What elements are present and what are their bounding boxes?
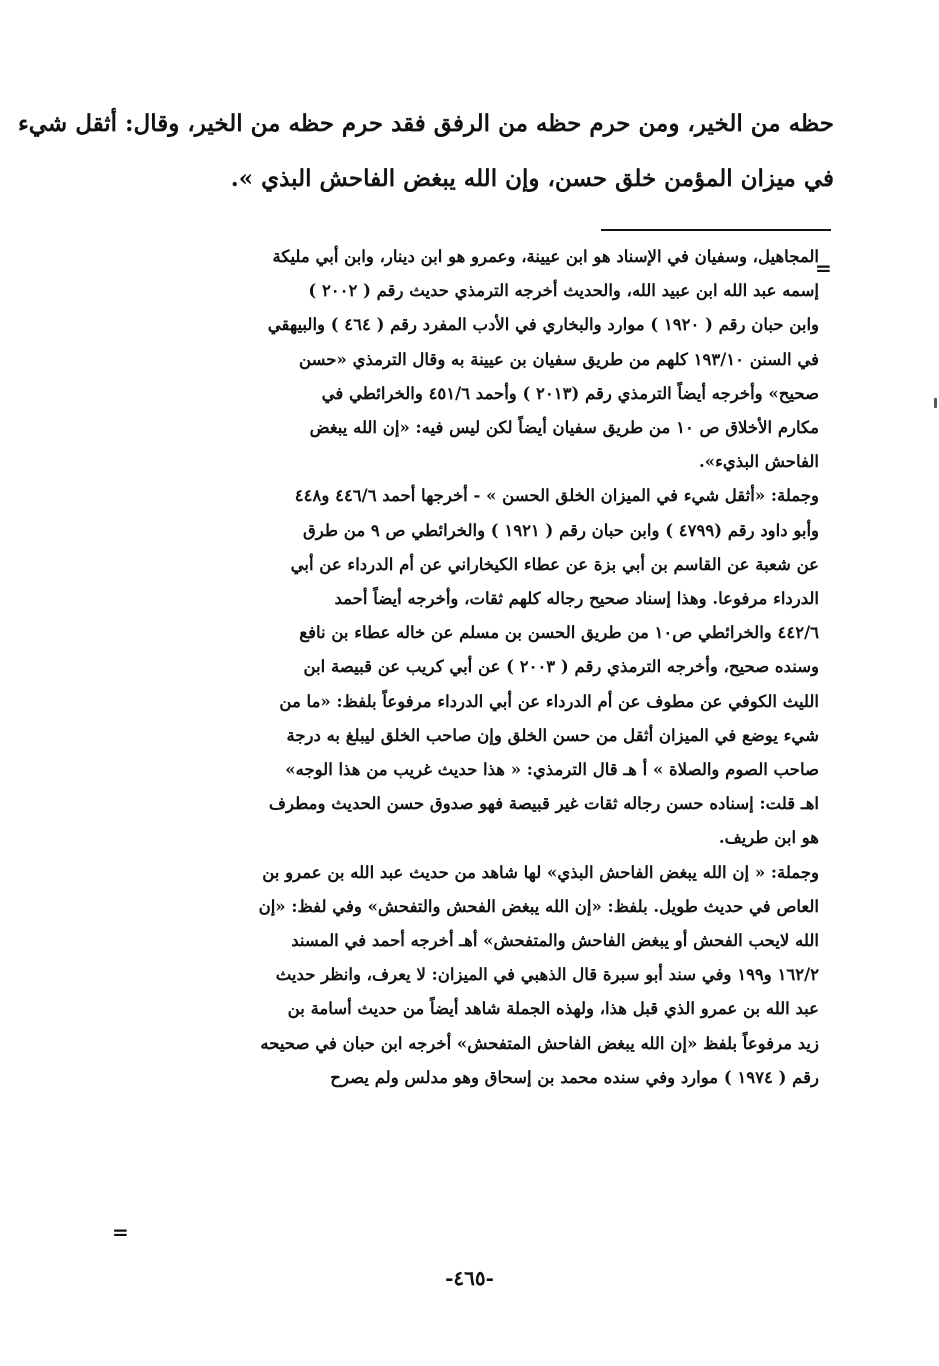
footnote-line: هو ابن طريف. xyxy=(718,828,819,848)
footnote-line: صحيح» وأخرجه أيضاً الترمذي رقم (٢٠١٣ ) وأحمد ٤٥١/٦ والخرائطي في xyxy=(321,383,819,403)
page-number: -٤٦٥- xyxy=(445,1266,494,1290)
footnote-line: الدرداء مرفوعا. وهذا إسناد صحيح رجاله كلهم ثقات، وأخرجه أيضاً أحمد xyxy=(334,589,819,609)
footnote-continuation-mark-bottom: = xyxy=(112,1220,129,1244)
footnote-line: إسمه عبد الله ابن عبيد الله، والحديث أخرجه الترمذي حديث رقم ( ٢٠٠٢ ) xyxy=(308,281,819,301)
footnote-line: شيء يوضع في الميزان أثقل من حسن الخلق وإن صاحب الخلق ليبلغ به درجة xyxy=(286,725,819,745)
footnote-line: المجاهيل، وسفيان في الإسناد هو ابن عيينة، وعمرو هو ابن دينار، وابن أبي مليكة xyxy=(272,247,819,266)
footnote-line: اهـ قلت: إسناده حسن رجاله ثقات غير قبيصة فهو صدوق حسن الحديث ومطرف xyxy=(268,794,819,814)
footnote-line: عبد الله بن عمرو الذي قبل هذا، ولهذه الجملة شاهد أيضاً من حديث أسامة بن xyxy=(287,999,819,1019)
footnote-block xyxy=(119,240,819,1095)
footnote-line: الليث الكوفي عن مطوف عن أم الدرداء عن أبي الدرداء مرفوعاً بلفظ: «ما من xyxy=(279,691,819,711)
scan-artifact xyxy=(934,398,937,408)
footnote-line: عن شعبة عن القاسم بن أبي بزة عن عطاء الكيخاراني عن أم الدرداء عن أبي xyxy=(290,554,819,574)
footnote-line: وجملة: «أثقل شيء في الميزان الخلق الحسن » - أخرجها أحمد ٤٤٦/٦ و٤٤٨ xyxy=(294,486,819,506)
footnote-line: الفاحش البذيء». xyxy=(699,452,819,472)
main-text-block xyxy=(17,96,834,206)
footnote-line: العاص في حديث طويل. بلفظ: «إن الله يبغض الفحش والتفحش» وفي لفظ: «إن xyxy=(258,896,819,916)
footnote-line: مكارم الأخلاق ص ١٠ من طريق سفيان أيضاً لكن ليس فيه: «إن الله يبغض xyxy=(309,418,819,438)
footnote-continuation-mark-top: = xyxy=(815,256,832,280)
footnote-line: صاحب الصوم والصلاة » أ هـ قال الترمذي: « هذا حديث غريب من هذا الوجه» xyxy=(285,760,819,780)
footnote-line: زيد مرفوعاً بلفظ «إن الله يبغض الفاحش المتفحش» أخرجه ابن حبان في صحيحه xyxy=(260,1033,819,1053)
footnote-line: رقم ( ١٩٧٤ ) موارد وفي سنده محمد بن إسحاق وهو مدلس ولم يصرح xyxy=(330,1067,819,1087)
footnote-line: وجملة: « إن الله يبغض الفاحش البذي» لها شاهد من حديث عبد الله بن عمرو بن xyxy=(262,862,819,882)
main-text-line: في ميزان المؤمن خلق حسن، وإن الله يبغض الفاحش البذي ». xyxy=(230,165,834,192)
main-text-line: حظه من الخير، ومن حرم حظه من الرفق فقد حرم حظه من الخير، وقال: أثقل شيء xyxy=(17,110,834,137)
footnote-line: في السنن ١٩٣/١٠ كلهم من طريق سفيان بن عيينة به وقال الترمذي «حسن xyxy=(299,349,819,369)
footnote-line: ٤٤٢/٦ والخرائطي ص١٠ من طريق الحسن بن مسلم عن خاله عطاء بن نافع xyxy=(299,623,819,643)
footnote-line: وأبو داود رقم (٤٧٩٩ ) وابن حبان رقم ( ١٩٢١ ) والخرائطي ص ٩ من طرق xyxy=(302,520,819,540)
footnote-line: ١٦٢/٢ و١٩٩ وفي سند أبو سبرة قال الذهبي في الميزان: لا يعرف، وانظر حديث xyxy=(275,965,819,985)
footnote-line: وابن حبان رقم ( ١٩٢٠ ) موارد والبخاري في الأدب المفرد رقم ( ٤٦٤ ) والبيهقي xyxy=(267,315,819,335)
footnote-line: وسنده صحيح، وأخرجه الترمذي رقم ( ٢٠٠٣ ) عن أبي كريب عن قبيصة ابن xyxy=(303,657,819,677)
footnote-line: الله لايحب الفحش أو يبغض الفاحش والمتفحش» أهـ أخرجه أحمد في المسند xyxy=(291,931,819,951)
footnote-separator xyxy=(601,229,831,231)
